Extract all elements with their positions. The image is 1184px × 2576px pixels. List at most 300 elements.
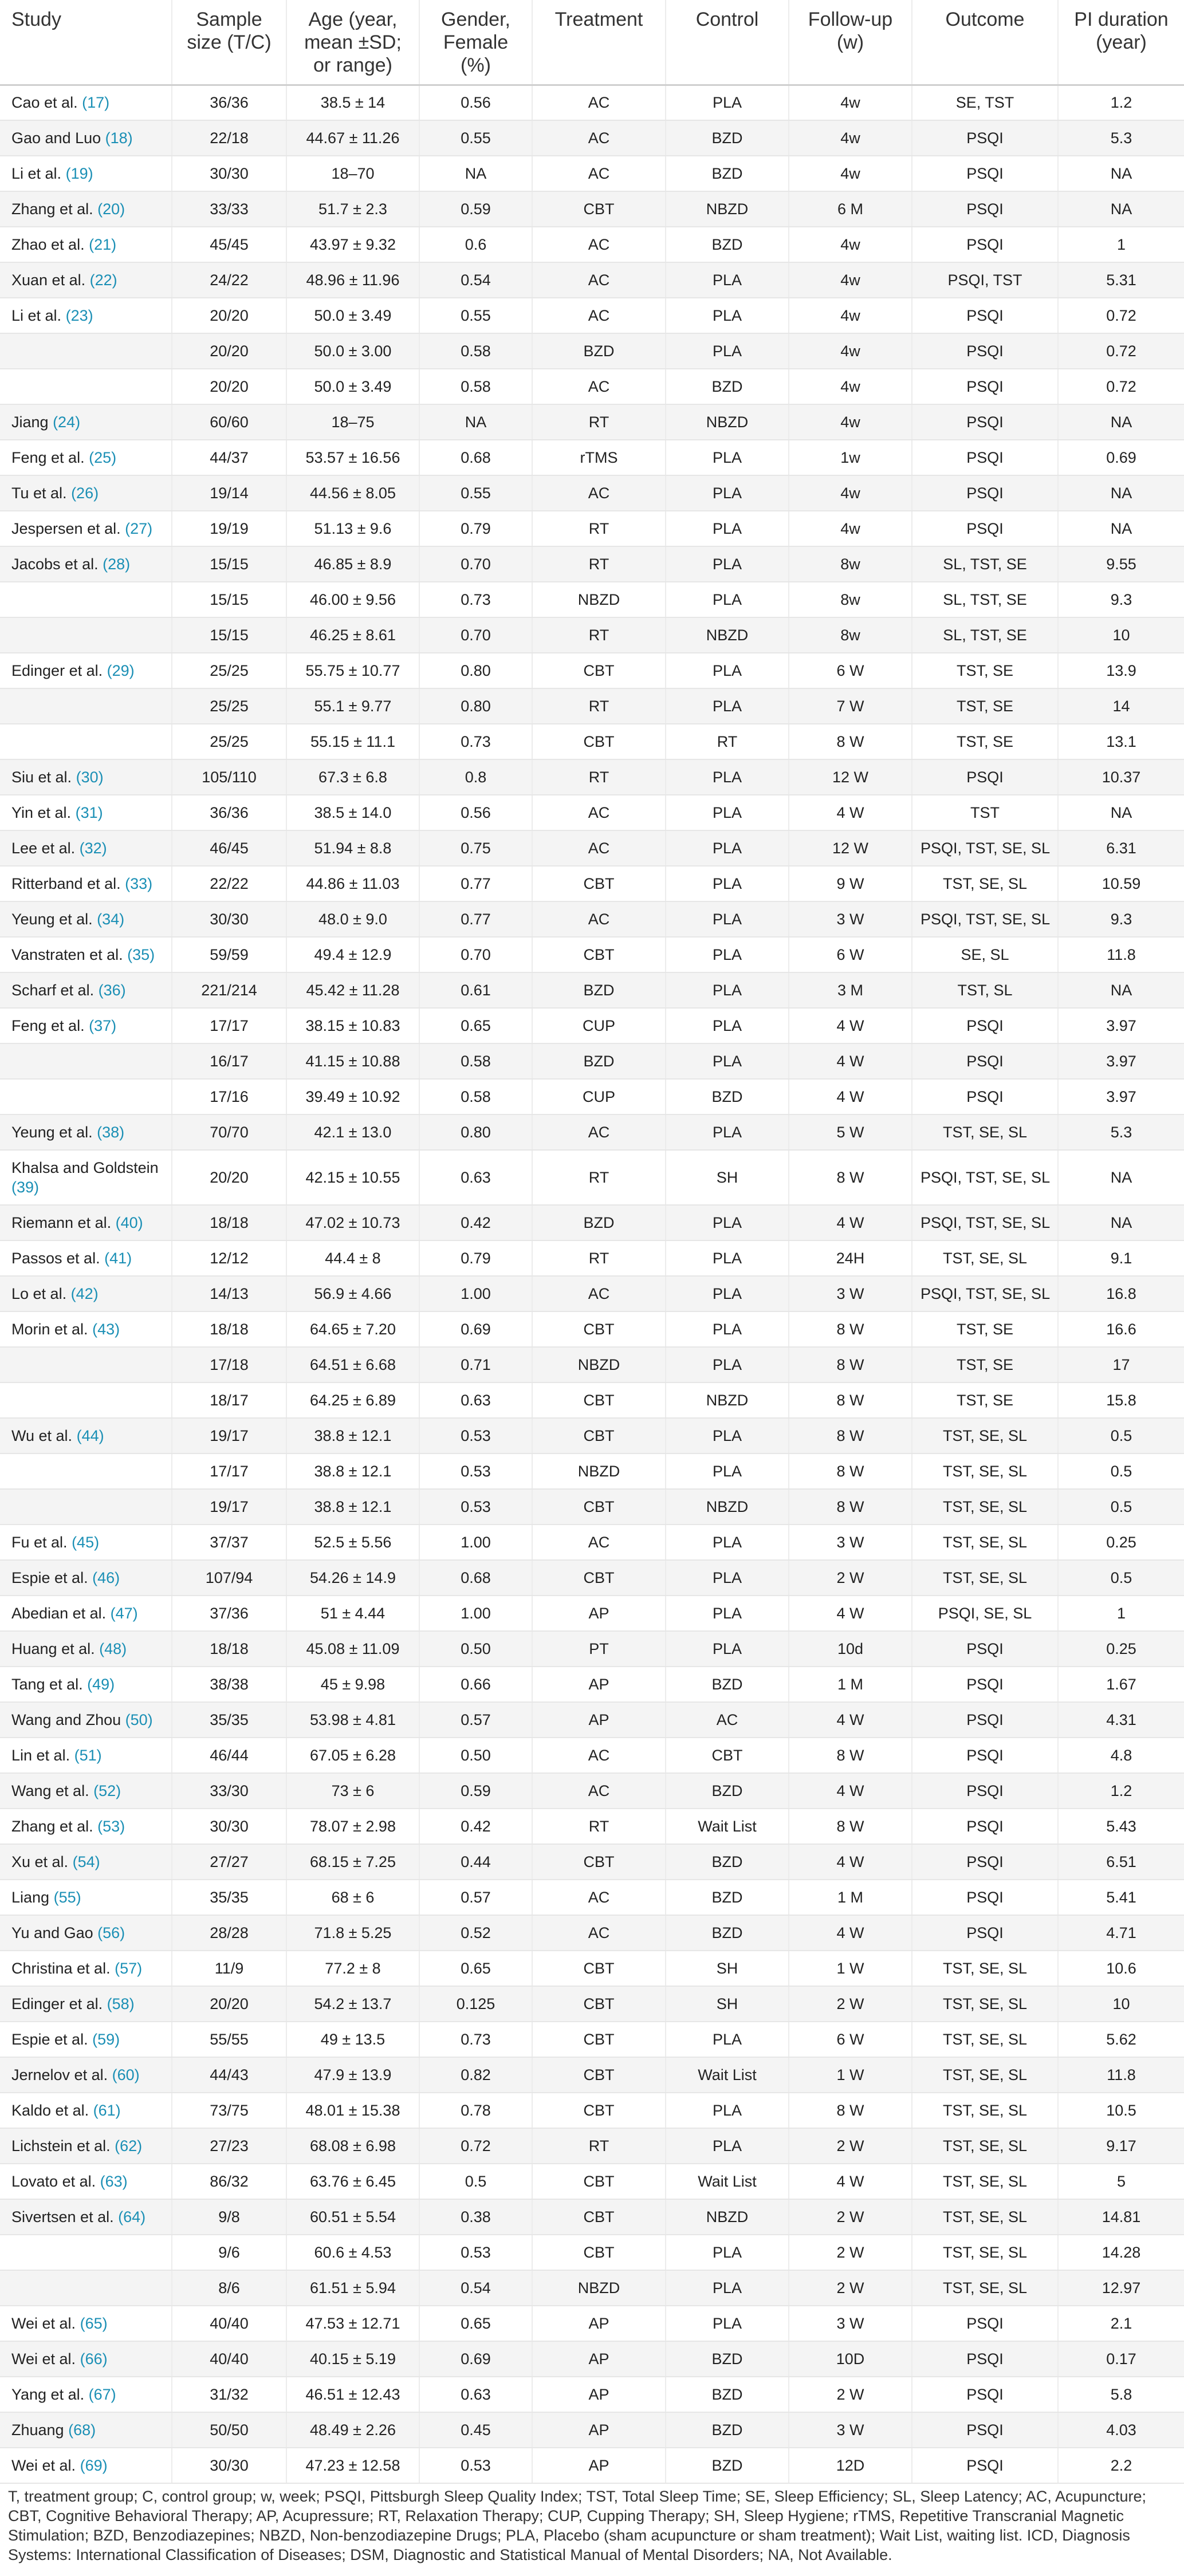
cell-control: PLA	[666, 830, 789, 866]
table-row	[0, 85, 1184, 120]
study-name: Wei et al.	[11, 2350, 76, 2368]
cell-gender: 0.55	[419, 298, 532, 333]
cell-outcome: TST, SE, SL	[912, 2128, 1058, 2164]
reference-link[interactable]: (44)	[76, 1427, 104, 1444]
cell-study	[0, 404, 172, 440]
cell-treatment: BZD	[532, 333, 666, 369]
cell-sample-size: 55/55	[172, 2022, 286, 2057]
reference-link[interactable]: (54)	[72, 1853, 100, 1870]
reference-link[interactable]: (47)	[110, 1605, 138, 1622]
cell-sample-size: 44/37	[172, 440, 286, 475]
cell-age: 53.98 ± 4.81	[286, 1702, 419, 1738]
cell-follow-up: 4 W	[789, 1079, 912, 1114]
cell-age: 67.3 ± 6.8	[286, 759, 419, 795]
cell-follow-up: 2 W	[789, 1986, 912, 2022]
cell-outcome: PSQI	[912, 120, 1058, 156]
study-name: Lo et al.	[11, 1285, 67, 1302]
table-row	[0, 2341, 1184, 2377]
reference-link[interactable]: (56)	[97, 1924, 125, 1941]
cell-pi-duration: 12.97	[1058, 2270, 1184, 2306]
cell-treatment: BZD	[532, 972, 666, 1008]
cell-gender: 0.68	[419, 440, 532, 475]
cell-outcome: SL, TST, SE	[912, 617, 1058, 653]
cell-study	[0, 901, 172, 937]
reference-link[interactable]: (50)	[125, 1711, 153, 1728]
reference-link[interactable]: (39)	[11, 1179, 40, 1196]
cell-outcome: SE, SL	[912, 937, 1058, 972]
cell-treatment: AP	[532, 2341, 666, 2377]
table-row	[0, 1418, 1184, 1454]
cell-control: PLA	[666, 1240, 789, 1276]
cell-outcome: TST, SL	[912, 972, 1058, 1008]
reference-link[interactable]: (43)	[92, 1321, 120, 1338]
cell-age: 63.76 ± 6.45	[286, 2164, 419, 2199]
cell-age: 38.15 ± 10.83	[286, 1008, 419, 1043]
reference-link[interactable]: (46)	[92, 1569, 120, 1586]
cell-sample-size: 18/18	[172, 1205, 286, 1240]
cell-gender: 0.78	[419, 2093, 532, 2128]
table-row	[0, 2164, 1184, 2199]
cell-outcome: TST, SE, SL	[912, 2270, 1058, 2306]
cell-outcome: PSQI	[912, 1079, 1058, 1114]
cell-gender: 0.52	[419, 1915, 532, 1951]
cell-control: BZD	[666, 1844, 789, 1880]
cell-treatment: CBT	[532, 653, 666, 688]
cell-outcome: PSQI, TST	[912, 262, 1058, 298]
reference-link[interactable]: (37)	[89, 1017, 117, 1034]
cell-study	[0, 2377, 172, 2412]
reference-link[interactable]: (38)	[97, 1124, 125, 1141]
cell-pi-duration: NA	[1058, 1150, 1184, 1205]
study-name: Li et al.	[11, 165, 62, 182]
cell-outcome: PSQI	[912, 1008, 1058, 1043]
cell-treatment: NBZD	[532, 1454, 666, 1489]
reference-link[interactable]: (64)	[118, 2208, 146, 2226]
study-name: Wei et al.	[11, 2457, 76, 2474]
cell-age: 47.53 ± 12.71	[286, 2306, 419, 2341]
reference-link[interactable]: (53)	[97, 1818, 125, 1835]
cell-pi-duration: 4.71	[1058, 1915, 1184, 1951]
study-name: Zhuang	[11, 2421, 64, 2439]
cell-age: 51.94 ± 8.8	[286, 830, 419, 866]
reference-link[interactable]: (23)	[65, 307, 93, 324]
cell-control: PLA	[666, 262, 789, 298]
reference-link[interactable]: (24)	[53, 413, 81, 431]
cell-study	[0, 1043, 172, 1079]
cell-outcome: PSQI	[912, 2377, 1058, 2412]
cell-pi-duration: 0.5	[1058, 1560, 1184, 1596]
study-name: Vanstraten et al.	[11, 946, 123, 963]
cell-pi-duration: 3.97	[1058, 1079, 1184, 1114]
reference-link[interactable]: (18)	[105, 129, 133, 147]
cell-follow-up: 8 W	[789, 724, 912, 759]
table-row	[0, 1008, 1184, 1043]
cell-treatment: CUP	[532, 1008, 666, 1043]
cell-sample-size: 27/27	[172, 1844, 286, 1880]
cell-control: PLA	[666, 1418, 789, 1454]
table-row	[0, 262, 1184, 298]
study-name: Yang et al.	[11, 2386, 85, 2403]
cell-pi-duration: 2.1	[1058, 2306, 1184, 2341]
cell-treatment: AC	[532, 227, 666, 262]
cell-sample-size: 20/20	[172, 1150, 286, 1205]
cell-age: 43.97 ± 9.32	[286, 227, 419, 262]
cell-age: 55.1 ± 9.77	[286, 688, 419, 724]
table-row	[0, 1915, 1184, 1951]
study-name: Xu et al.	[11, 1853, 69, 1870]
cell-follow-up: 12 W	[789, 759, 912, 795]
cell-control: SH	[666, 1986, 789, 2022]
cell-treatment: CBT	[532, 2199, 666, 2235]
table-row	[0, 1382, 1184, 1418]
cell-treatment: AC	[532, 120, 666, 156]
cell-outcome: TST, SE, SL	[912, 1418, 1058, 1454]
cell-pi-duration: 16.6	[1058, 1311, 1184, 1347]
cell-pi-duration: 9.1	[1058, 1240, 1184, 1276]
cell-treatment: rTMS	[532, 440, 666, 475]
table-row	[0, 1986, 1184, 2022]
reference-link[interactable]: (48)	[99, 1640, 127, 1657]
reference-link[interactable]: (49)	[87, 1676, 115, 1693]
cell-age: 39.49 ± 10.92	[286, 1079, 419, 1114]
reference-link[interactable]: (55)	[53, 1889, 81, 1906]
cell-gender: 0.63	[419, 1382, 532, 1418]
cell-pi-duration: 0.72	[1058, 333, 1184, 369]
table-row	[0, 1079, 1184, 1114]
cell-study	[0, 369, 172, 404]
cell-study	[0, 1880, 172, 1915]
reference-link[interactable]: (25)	[89, 449, 117, 466]
reference-link[interactable]: (34)	[97, 911, 125, 928]
cell-gender: 0.80	[419, 688, 532, 724]
cell-follow-up: 8 W	[789, 1418, 912, 1454]
study-name: Jacobs et al.	[11, 556, 99, 573]
cell-control: PLA	[666, 1008, 789, 1043]
table-row	[0, 1454, 1184, 1489]
cell-sample-size: 37/36	[172, 1596, 286, 1631]
table-row	[0, 617, 1184, 653]
cell-sample-size: 20/20	[172, 369, 286, 404]
study-name: Christina et al.	[11, 1960, 111, 1977]
cell-sample-size: 20/20	[172, 1986, 286, 2022]
table-footnote: T, treatment group; C, control group; w, week; PSQI, Pittsburgh Sleep Quality Index; TST, Total Sleep Time; SE, Sleep Efficiency; SL, Sleep Latency; AC, Acupuncture; CBT, Cognitive Behavioral Therapy; AP, Acupressure; RT, Relaxation Therapy; CUP, Cupping Therapy; SH, Sleep Hygiene; rTMS, Repetitive Transcranial Magnetic Stimulation; BZD, Benzodiazepines; NBZD, Non-benzodiazepine Drugs; PLA, Placebo (sham acupuncture or sham treatment); Wait List, waiting list. ICD, Diagnosis Systems: International Classification of Diseases; DSM, Diagnostic and Statistical Manual of Mental Disorders; NA, Not Available.	[8, 2488, 1147, 2563]
cell-gender: 0.68	[419, 1560, 532, 1596]
cell-gender: 0.70	[419, 617, 532, 653]
cell-sample-size: 17/18	[172, 1347, 286, 1382]
study-name: Sivertsen et al.	[11, 2208, 114, 2226]
table-row	[0, 1150, 1184, 1205]
reference-link[interactable]: (19)	[65, 165, 93, 182]
header-pi-duration: PI duration (year)	[1058, 0, 1184, 85]
cell-outcome: PSQI	[912, 298, 1058, 333]
reference-link[interactable]: (68)	[68, 2421, 96, 2439]
cell-outcome: PSQI	[912, 1880, 1058, 1915]
cell-control: BZD	[666, 2412, 789, 2448]
cell-treatment: AC	[532, 1114, 666, 1150]
cell-control: PLA	[666, 1043, 789, 1079]
cell-sample-size: 40/40	[172, 2306, 286, 2341]
cell-treatment: CBT	[532, 937, 666, 972]
reference-link[interactable]: (67)	[88, 2386, 116, 2403]
cell-treatment: CBT	[532, 1489, 666, 1525]
cell-outcome: PSQI	[912, 369, 1058, 404]
cell-age: 18–75	[286, 404, 419, 440]
table-row	[0, 582, 1184, 617]
reference-link[interactable]: (36)	[98, 982, 126, 999]
reference-link[interactable]: (30)	[76, 769, 104, 786]
cell-pi-duration: 10.37	[1058, 759, 1184, 795]
cell-study	[0, 1844, 172, 1880]
cell-study	[0, 617, 172, 653]
cell-study	[0, 1079, 172, 1114]
reference-link[interactable]: (59)	[92, 2031, 120, 2048]
reference-link[interactable]: (27)	[125, 520, 153, 537]
cell-follow-up: 3 W	[789, 1276, 912, 1311]
cell-gender: 0.63	[419, 1150, 532, 1205]
cell-pi-duration: 0.5	[1058, 1454, 1184, 1489]
cell-pi-duration: 5.8	[1058, 2377, 1184, 2412]
cell-gender: 0.57	[419, 1702, 532, 1738]
reference-link[interactable]: (45)	[72, 1534, 100, 1551]
cell-pi-duration: 5.41	[1058, 1880, 1184, 1915]
cell-sample-size: 14/13	[172, 1276, 286, 1311]
cell-control: PLA	[666, 2306, 789, 2341]
reference-link[interactable]: (57)	[115, 1960, 143, 1977]
cell-gender: 0.42	[419, 1205, 532, 1240]
cell-treatment: CBT	[532, 1560, 666, 1596]
cell-sample-size: 8/6	[172, 2270, 286, 2306]
cell-gender: 0.8	[419, 759, 532, 795]
cell-outcome: PSQI	[912, 404, 1058, 440]
cell-outcome: PSQI, SE, SL	[912, 1596, 1058, 1631]
cell-gender: 0.53	[419, 1418, 532, 1454]
cell-study	[0, 972, 172, 1008]
cell-outcome: TST, SE, SL	[912, 2235, 1058, 2270]
cell-gender: 0.57	[419, 1880, 532, 1915]
cell-study	[0, 2448, 172, 2483]
cell-gender: 0.44	[419, 1844, 532, 1880]
cell-age: 46.85 ± 8.9	[286, 546, 419, 582]
reference-link[interactable]: (61)	[93, 2102, 121, 2119]
cell-treatment: CBT	[532, 1382, 666, 1418]
cell-pi-duration: 5.3	[1058, 120, 1184, 156]
cell-sample-size: 60/60	[172, 404, 286, 440]
cell-age: 50.0 ± 3.49	[286, 369, 419, 404]
header-follow-up: Follow-up (w)	[789, 0, 912, 85]
cell-gender: 0.80	[419, 1114, 532, 1150]
cell-outcome: PSQI	[912, 333, 1058, 369]
cell-outcome: PSQI	[912, 1809, 1058, 1844]
reference-link[interactable]: (21)	[89, 236, 117, 253]
cell-gender: 0.45	[419, 2412, 532, 2448]
reference-link[interactable]: (31)	[75, 804, 103, 821]
cell-outcome: TST	[912, 795, 1058, 830]
cell-control: PLA	[666, 475, 789, 511]
reference-link[interactable]: (65)	[80, 2315, 108, 2332]
cell-follow-up: 4w	[789, 333, 912, 369]
table-row	[0, 2270, 1184, 2306]
cell-gender: 0.72	[419, 2128, 532, 2164]
cell-follow-up: 3 W	[789, 2412, 912, 2448]
reference-link[interactable]: (33)	[125, 875, 153, 892]
table-row	[0, 1844, 1184, 1880]
cell-age: 52.5 ± 5.56	[286, 1525, 419, 1560]
cell-pi-duration: 5.62	[1058, 2022, 1184, 2057]
cell-treatment: RT	[532, 1240, 666, 1276]
cell-study	[0, 2306, 172, 2341]
cell-sample-size: 36/36	[172, 795, 286, 830]
reference-link[interactable]: (58)	[107, 1995, 135, 2012]
cell-follow-up: 2 W	[789, 1560, 912, 1596]
cell-outcome: TST, SE, SL	[912, 2199, 1058, 2235]
reference-link[interactable]: (20)	[97, 200, 125, 218]
cell-pi-duration: 13.9	[1058, 653, 1184, 688]
cell-study	[0, 85, 172, 120]
reference-link[interactable]: (60)	[112, 2066, 140, 2083]
cell-pi-duration: NA	[1058, 511, 1184, 546]
cell-pi-duration: 10.5	[1058, 2093, 1184, 2128]
cell-follow-up: 8 W	[789, 1809, 912, 1844]
cell-follow-up: 8 W	[789, 1738, 912, 1773]
cell-age: 68 ± 6	[286, 1880, 419, 1915]
reference-link[interactable]: (69)	[80, 2457, 108, 2474]
cell-pi-duration: 10	[1058, 617, 1184, 653]
cell-sample-size: 20/20	[172, 333, 286, 369]
reference-link[interactable]: (32)	[79, 840, 107, 857]
reference-link[interactable]: (41)	[104, 1250, 132, 1267]
cell-outcome: PSQI	[912, 1915, 1058, 1951]
cell-sample-size: 30/30	[172, 156, 286, 191]
table-row	[0, 866, 1184, 901]
cell-age: 51 ± 4.44	[286, 1596, 419, 1631]
study-name: Tu et al.	[11, 485, 67, 502]
cell-treatment: BZD	[532, 1205, 666, 1240]
cell-age: 53.57 ± 16.56	[286, 440, 419, 475]
table-row	[0, 120, 1184, 156]
cell-pi-duration: 14.28	[1058, 2235, 1184, 2270]
cell-control: PLA	[666, 333, 789, 369]
cell-sample-size: 30/30	[172, 901, 286, 937]
cell-sample-size: 15/15	[172, 617, 286, 653]
reference-link[interactable]: (62)	[115, 2137, 143, 2154]
cell-study	[0, 830, 172, 866]
cell-follow-up: 9 W	[789, 866, 912, 901]
cell-pi-duration: NA	[1058, 972, 1184, 1008]
cell-gender: 0.73	[419, 724, 532, 759]
cell-pi-duration: NA	[1058, 404, 1184, 440]
cell-treatment: RT	[532, 1809, 666, 1844]
cell-study	[0, 1525, 172, 1560]
cell-sample-size: 35/35	[172, 1880, 286, 1915]
reference-link[interactable]: (17)	[82, 94, 110, 112]
cell-gender: 0.77	[419, 866, 532, 901]
cell-study	[0, 1205, 172, 1240]
cell-pi-duration: 1.2	[1058, 1773, 1184, 1809]
cell-outcome: PSQI	[912, 156, 1058, 191]
cell-control: PLA	[666, 2093, 789, 2128]
reference-link[interactable]: (35)	[127, 946, 155, 963]
reference-link[interactable]: (22)	[89, 271, 117, 289]
reference-link[interactable]: (40)	[115, 1214, 143, 1231]
cell-age: 78.07 ± 2.98	[286, 1809, 419, 1844]
table-row	[0, 1205, 1184, 1240]
cell-gender: 0.55	[419, 120, 532, 156]
reference-link[interactable]: (29)	[107, 662, 135, 679]
table-row	[0, 688, 1184, 724]
reference-link[interactable]: (52)	[93, 1782, 121, 1799]
cell-follow-up: 3 M	[789, 972, 912, 1008]
cell-follow-up: 2 W	[789, 2199, 912, 2235]
cell-pi-duration: 0.69	[1058, 440, 1184, 475]
cell-sample-size: 24/22	[172, 262, 286, 298]
table-row	[0, 1240, 1184, 1276]
cell-treatment: RT	[532, 688, 666, 724]
cell-control: PLA	[666, 653, 789, 688]
reference-link[interactable]: (51)	[74, 1747, 102, 1764]
cell-study	[0, 1809, 172, 1844]
cell-follow-up: 1 M	[789, 1667, 912, 1702]
cell-follow-up: 4w	[789, 227, 912, 262]
cell-age: 49 ± 13.5	[286, 2022, 419, 2057]
cell-outcome: PSQI	[912, 1667, 1058, 1702]
table-row	[0, 653, 1184, 688]
cell-treatment: CBT	[532, 866, 666, 901]
cell-study	[0, 759, 172, 795]
cell-follow-up: 4w	[789, 475, 912, 511]
cell-study	[0, 1311, 172, 1347]
table-row	[0, 2306, 1184, 2341]
cell-pi-duration: 14.81	[1058, 2199, 1184, 2235]
reference-link[interactable]: (63)	[100, 2173, 128, 2190]
study-name: Wu et al.	[11, 1427, 73, 1444]
cell-control: PLA	[666, 2128, 789, 2164]
cell-study	[0, 2128, 172, 2164]
cell-sample-size: 70/70	[172, 1114, 286, 1150]
cell-treatment: CBT	[532, 1844, 666, 1880]
cell-control: PLA	[666, 546, 789, 582]
cell-treatment: CBT	[532, 2164, 666, 2199]
cell-pi-duration: 6.51	[1058, 1844, 1184, 1880]
cell-follow-up: 8 W	[789, 2093, 912, 2128]
cell-study	[0, 653, 172, 688]
cell-treatment: AP	[532, 2377, 666, 2412]
header-row	[0, 0, 1184, 85]
cell-sample-size: 30/30	[172, 2448, 286, 2483]
cell-study	[0, 1240, 172, 1276]
cell-gender: 0.70	[419, 937, 532, 972]
cell-age: 45.42 ± 11.28	[286, 972, 419, 1008]
reference-link[interactable]: (26)	[71, 485, 99, 502]
reference-link[interactable]: (28)	[103, 556, 131, 573]
cell-sample-size: 17/17	[172, 1008, 286, 1043]
table-row	[0, 404, 1184, 440]
cell-sample-size: 27/23	[172, 2128, 286, 2164]
cell-age: 18–70	[286, 156, 419, 191]
cell-sample-size: 221/214	[172, 972, 286, 1008]
cell-outcome: SL, TST, SE	[912, 546, 1058, 582]
cell-gender: 0.77	[419, 901, 532, 937]
reference-link[interactable]: (66)	[80, 2350, 108, 2368]
study-name: Wang et al.	[11, 1782, 89, 1799]
cell-pi-duration: 0.72	[1058, 298, 1184, 333]
cell-follow-up: 4 W	[789, 1596, 912, 1631]
cell-gender: 0.50	[419, 1738, 532, 1773]
cell-control: CBT	[666, 1738, 789, 1773]
table-row	[0, 759, 1184, 795]
study-name: Cao et al.	[11, 94, 78, 112]
reference-link[interactable]: (42)	[70, 1285, 99, 1302]
cell-follow-up: 4w	[789, 262, 912, 298]
